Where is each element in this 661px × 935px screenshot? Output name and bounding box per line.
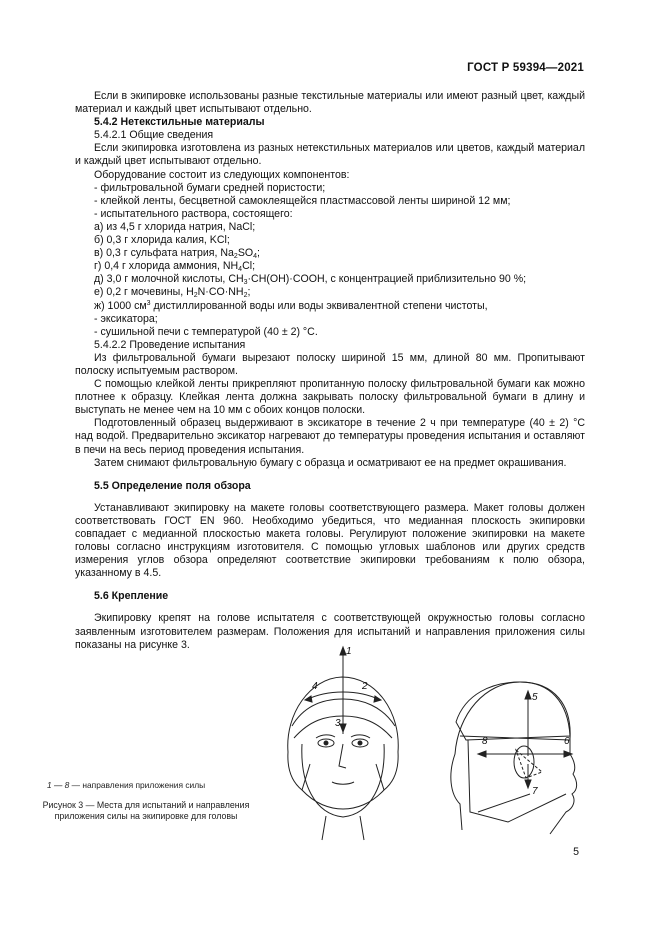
text-run: в) 0,3 г сульфата натрия, Na — [94, 247, 234, 260]
heading-5-4-2: 5.4.2 Нетекстильные материалы — [94, 116, 265, 129]
arrow-label-8: 8 — [482, 736, 488, 747]
list-item: а) из 4,5 г хлорида натрия, NaCl; — [94, 220, 256, 233]
arrow-label-1: 1 — [346, 646, 352, 657]
paragraph: С помощью клейкой ленты прикрепляют пропитанную полоску фильтровальной бумаги как можно плотнее к образцу. Клейкая лента должна закрывать полоску фильтровальной бумаги в длину и выступать не менее чем на 10 мм с обоих концов полоски. — [75, 378, 585, 417]
list-item: - эксикатора; — [94, 312, 158, 325]
paragraph: Затем снимают фильтровальную бумагу с образца и осматривают ее на предмет окрашивания. — [94, 456, 567, 469]
text-run: Cl; — [242, 260, 256, 273]
paragraph: Если в экипировке использованы разные текстильные материалы или имеют разный цвет, каждый материал и каждый цвет испытывают отдельно. — [75, 90, 585, 116]
text-run: ; — [257, 247, 260, 260]
figure-caption: Рисунок 3 — Места для испытаний и направления приложения силы на экипировке для головы — [42, 800, 250, 821]
legend-text: — направления приложения силы — [69, 780, 206, 790]
arrow-label-3: 3 — [335, 718, 341, 729]
arrow-label-4: 4 — [312, 681, 318, 692]
text-run: ; — [247, 286, 251, 299]
text-run: дистиллированной воды или воды эквивалентной степени чистоты, — [150, 299, 488, 312]
text-run: г) 0,4 г хлорида аммония, NH — [94, 260, 239, 273]
subscript: 3 — [243, 279, 248, 287]
list-item — [75, 300, 585, 313]
list-item: - испытательного раствора, состоящего: — [94, 207, 293, 220]
text-run: д) 3,0 г молочной кислоты, CH — [94, 273, 244, 286]
document-body — [75, 90, 585, 652]
page-number: 5 — [573, 846, 579, 858]
heading-5-5: 5.5 Определение поля обзора — [94, 479, 251, 492]
text-run: N·CO·NH — [197, 286, 244, 299]
front-face-outline — [302, 744, 384, 817]
subscript: 4 — [253, 253, 258, 261]
list-item: - сушильной печи с температурой (40 ± 2) °С. — [94, 325, 318, 338]
document-id-header: ГОСТ Р 59394—2021 — [467, 62, 584, 74]
arrow-label-2: 2 — [362, 681, 368, 692]
legend-range: 1 — 8 — [47, 780, 70, 790]
paragraph: Оборудование состоит из следующих компонентов: — [94, 168, 350, 181]
side-helmet-shell — [456, 682, 570, 740]
arrow-label-5: 5 — [532, 692, 538, 703]
subscript: 2 — [193, 292, 198, 300]
paragraph: Устанавливают экипировку на макете головы соответствующего размера. Макет головы должен соответствовать ГОСТ EN 960. Необходимо убедиться, что медианная плоскость экипировки совпадает с медианной плоскостью макета головы. Регулируют положение экипировки на макете головы согласно инструкциям изготовителя. С помощью угловых шаблонов или других средств измерения углов обзора определяют соответствие экипировки требованиям к полю обзора, указанному в 4.5. — [75, 501, 585, 580]
subscript: 4 — [238, 266, 243, 274]
arrow-label-7: 7 — [532, 786, 538, 797]
list-item — [75, 247, 585, 260]
list-item — [75, 286, 585, 299]
front-head-drawing — [288, 647, 398, 840]
heading-5-6: 5.6 Крепление — [94, 590, 169, 603]
side-head-drawing — [451, 682, 577, 834]
heading-5-4-2-2: 5.4.2.2 Проведение испытания — [94, 338, 246, 351]
subscript: 2 — [233, 253, 238, 261]
text-run: SO — [237, 247, 254, 260]
text-run: ·CH(OH)·COOH, с концентрацией приблизительно 90 %; — [247, 273, 527, 286]
paragraph: Из фильтровальной бумаги вырезают полоску шириной 15 мм, длиной 80 мм. Пропитывают полоску испытуемым раствором. — [75, 351, 585, 377]
figure-legend — [47, 780, 205, 790]
paragraph: Если экипировка изготовлена из разных нетекстильных материалов или цветов, каждый материал и каждый цвет испытывают отдельно. — [75, 142, 585, 168]
arrow-label-6: 6 — [564, 736, 570, 747]
heading-5-4-2-1: 5.4.2.1 Общие сведения — [94, 129, 214, 142]
paragraph: Экипировку крепят на голове испытателя с соответствующей окружностью головы согласно заявленным изготовителем размерам. Положения для испытаний и направления приложения силы показаны на рисунке 3. — [75, 612, 585, 651]
list-item: б) 0,3 г хлорида калия, KCl; — [94, 234, 230, 247]
paragraph: Подготовленный образец выдерживают в эксикаторе в течение 2 ч при температуре (40 ± 2) °С над водой. Предварительно эксикатор нагревают до температуры проведения испытания и оставляют в печи на весь период проведения испытания. — [75, 417, 585, 456]
text-run: ж) 1000 см — [94, 299, 147, 312]
text-run: е) 0,2 г мочевины, H — [94, 286, 194, 299]
list-item — [75, 260, 585, 273]
subscript: 2 — [243, 292, 248, 300]
list-item: - клейкой ленты, бесцветной самоклеящейся пластмассовой ленты шириной 12 мм; — [94, 194, 511, 207]
list-item: - фильтровальной бумаги средней пористости; — [94, 181, 326, 194]
list-item — [75, 273, 585, 286]
superscript: 3 — [146, 299, 151, 307]
